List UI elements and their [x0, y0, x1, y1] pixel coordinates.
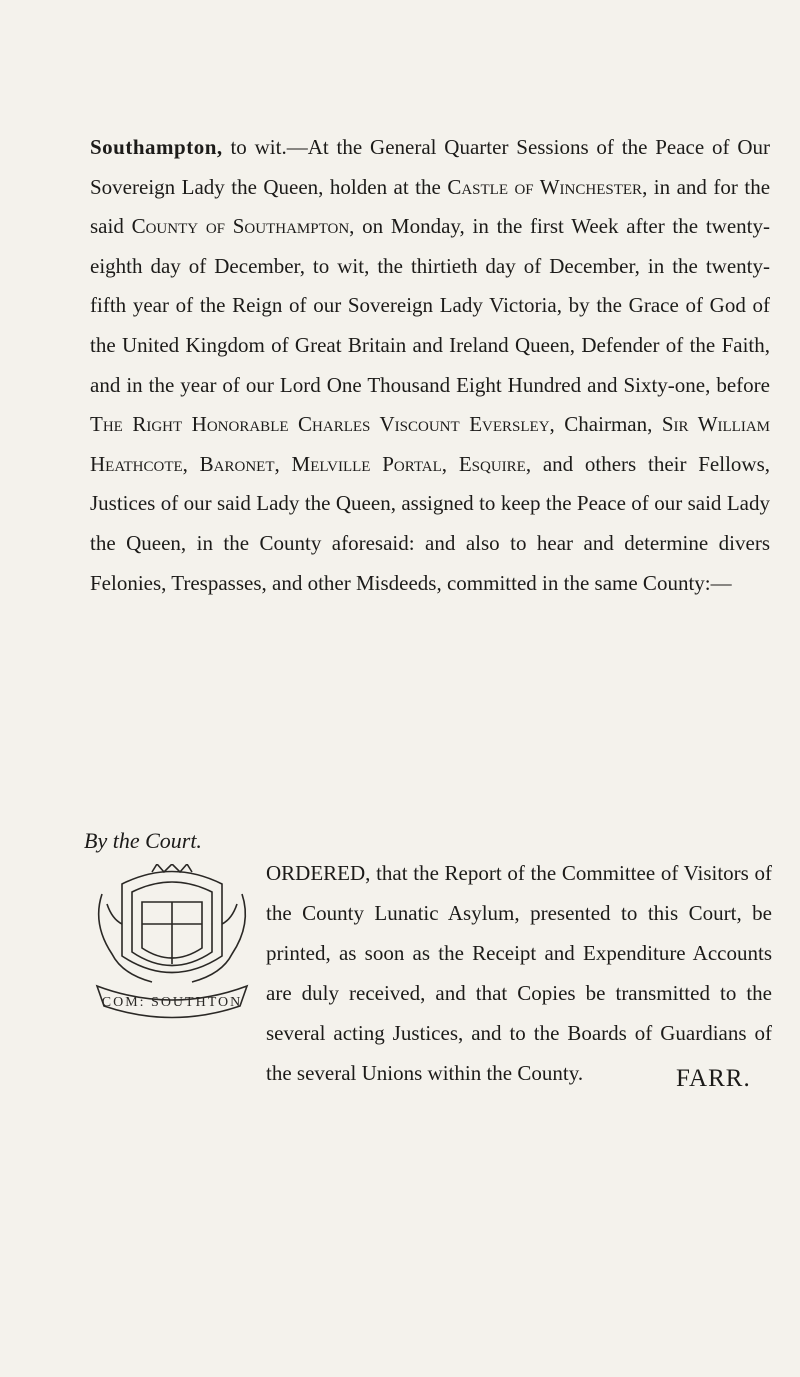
para-part-0: —At the General Quarter Sessions of the Peace of Our Sovereign Lady the Queen, holden at the	[90, 135, 770, 199]
by-the-court-label: By the Court.	[84, 828, 202, 853]
signature: FARR.	[676, 1065, 751, 1092]
para-part-4: , on Monday, in the first Week after the twenty-eighth day of December, to wit, the thirtieth day of December, in the twenty-fifth year of the Reign of our Sovereign Lady Victoria, by the Grace of God of the United Kingdom of Great Britain and Ireland Queen, Defender of the Faith, and in the year of our Lord One Thousand Eight Hundred and Sixty-one, before	[90, 214, 770, 397]
para-part-6: , Chairman,	[549, 412, 662, 437]
para-part-3: County of Southampton	[131, 214, 350, 239]
para-part-7: Sir William Heathcote, Baronet	[90, 412, 770, 476]
para-part-5: The Right Honorable Charles Viscount Eversley	[90, 412, 550, 437]
para-part-2: , in and for the said	[90, 174, 771, 239]
order-paragraph: ORDERED, that the Report of the Committee of Visitors of the County Lunatic Asylum, presented to this Court, be printed, as soon as the Receipt and Expenditure Accounts are duly received, and that Copies be transmitted to the several acting Justices, and to the Boards of Guardians of the several Unions within the County.	[266, 861, 772, 1085]
seal-text: COM: SOUTHTON	[101, 995, 243, 1010]
sessions-paragraph	[90, 128, 770, 603]
para-part-8: ,	[274, 451, 292, 476]
para-part-10: , and others their Fellows, Justices of our said Lady the Queen, assigned to keep the Peace of our said Lady the Queen, in the County aforesaid: and also to hear and determine divers Felonies, Trespasses, and other Misdeeds, committed in the same County:—	[90, 451, 770, 595]
heading-rest: to wit.	[222, 135, 287, 159]
county-heading: Southampton,	[90, 135, 223, 159]
para-part-9: Melville Portal, Esquire	[291, 451, 526, 476]
para-part-1: Castle of Winchester	[447, 174, 643, 199]
county-seal-icon	[82, 864, 262, 1024]
